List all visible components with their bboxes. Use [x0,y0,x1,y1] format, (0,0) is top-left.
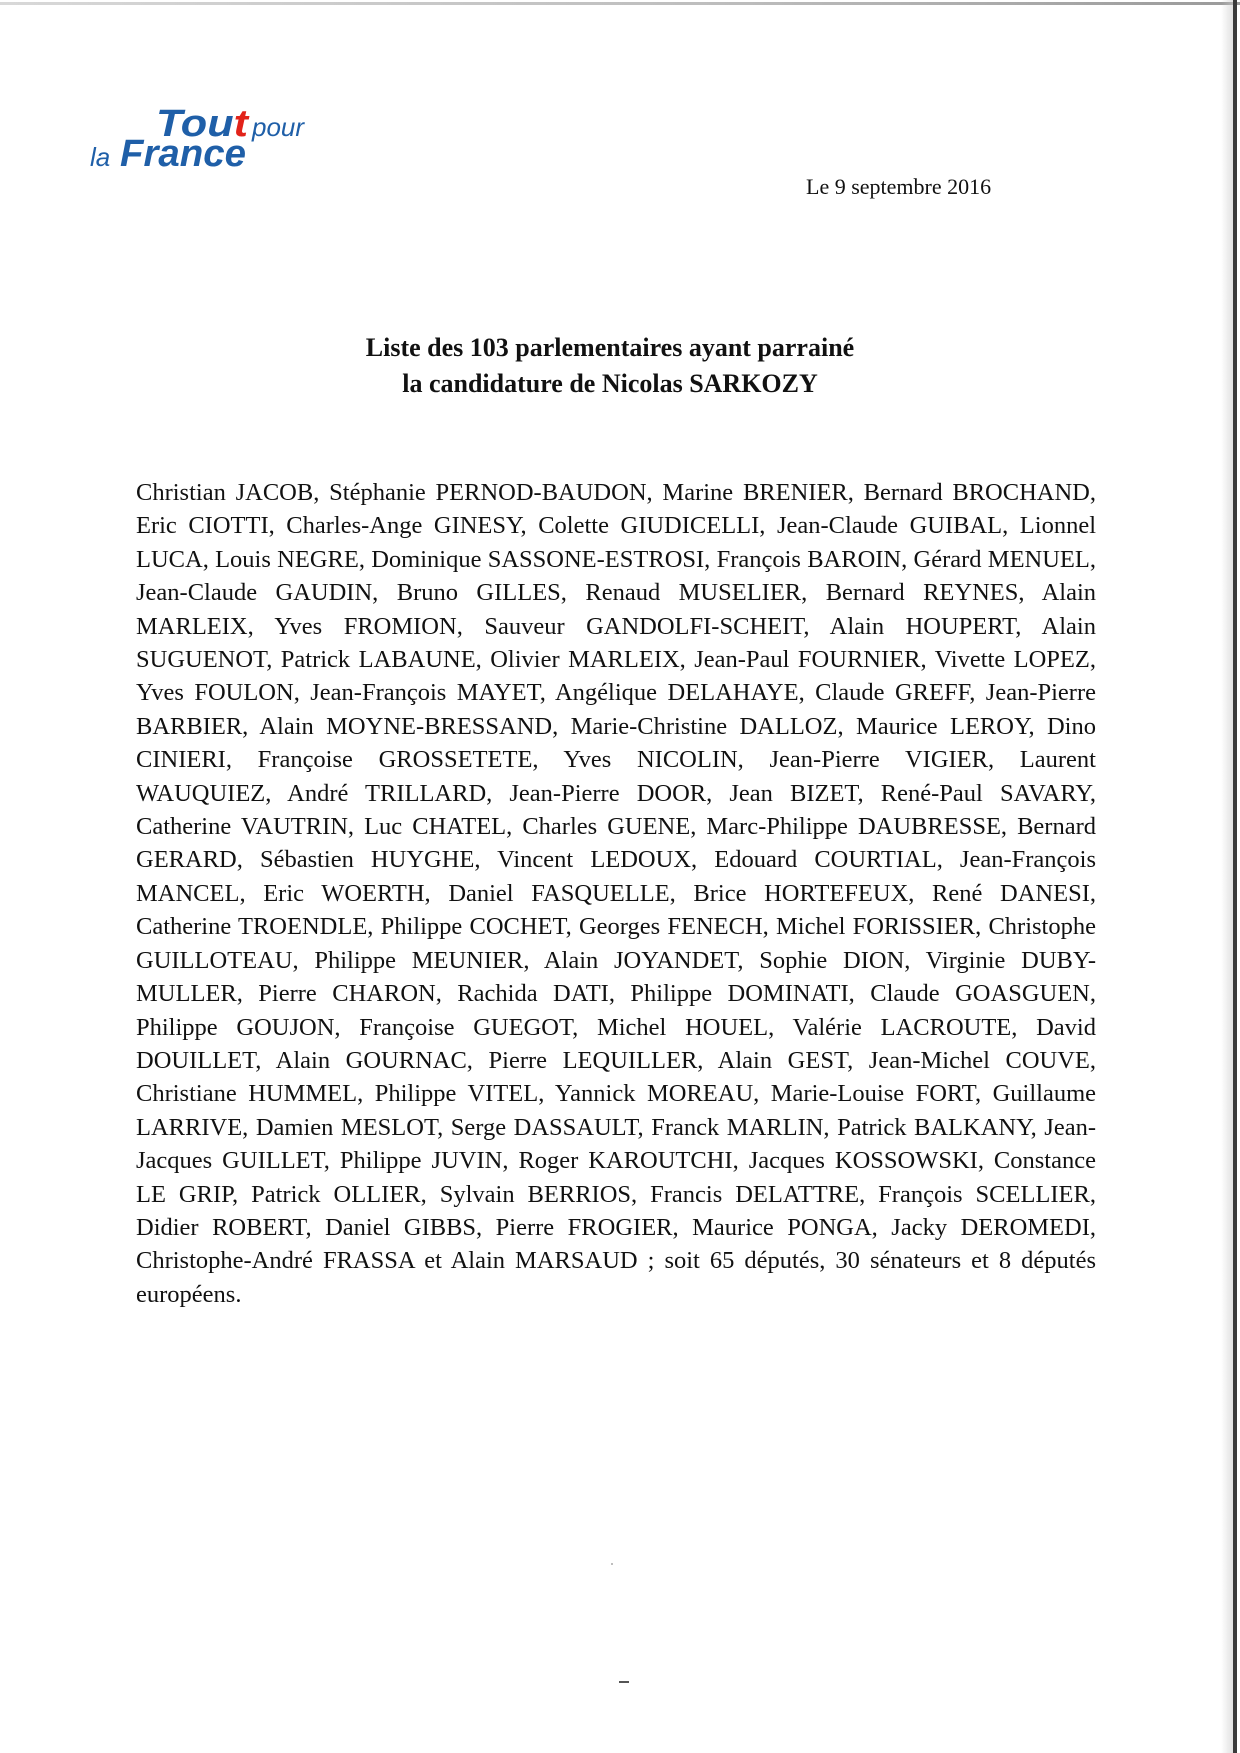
scan-top-edge [0,2,1240,5]
logo-france: France [120,133,246,175]
scan-right-shadow [1221,0,1233,1753]
title-line-1: Liste des 103 parlementaires ayant parrainé [365,333,855,362]
tout-pour-la-france-logo [90,96,350,192]
scan-right-edge [1233,0,1237,1753]
logo-tout: Tou t [156,103,247,145]
title-line-2: la candidature de Nicolas SARKOZY [402,369,818,398]
document-date: Le 9 septembre 2016 [806,174,992,199]
sponsor-list-paragraph: Christian JACOB, Stéphanie PERNOD-BAUDON, Marine BRENIER, Bernard BROCHAND, Eric CIOTTI, Charles-Ange GINESY, Colette GIUDICELLI, Jean-Claude GUIBAL, Lionnel LUCA, Louis NEGRE, Dominique SASSONE-ESTROSI, François BAROIN, Gérard MENUEL, Jean-Claude GAUDIN, Bruno GILLES, Renaud MUSELIER, Bernard REYNES, Alain MARLEIX, Yves FROMION, Sauveur GANDOLFI-SCHEIT, Alain HOUPERT, Alain SUGUENOT, Patrick LABAUNE, Olivier MARLEIX, Jean-Paul FOURNIER, Vivette LOPEZ, Yves FOULON, Jean-François MAYET, Angélique DELAHAYE, Claude GREFF, Jean-Pierre BARBIER, Alain MOYNE-BRESSAND, Marie-Christine DALLOZ, Maurice LEROY, Dino CINIERI, Françoise GROSSETETE, Yves NICOLIN, Jean-Pierre VIGIER, Laurent WAUQUIEZ, André TRILLARD, Jean-Pierre DOOR, Jean BIZET, René-Paul SAVARY, Catherine VAUTRIN, Luc CHATEL, Charles GUENE, Marc-Philippe DAUBRESSE, Bernard GERARD, Sébastien HUYGHE, Vincent LEDOUX, Edouard COURTIAL, Jean-François MANCEL, Eric WOERTH, Daniel FASQUELLE, Brice HORTEFEUX, René DANESI, Catherine TROENDLE, Philippe COCHET, Georges FENECH, Michel FORISSIER, Christophe GUILLOTEAU, Philippe MEUNIER, Alain JOYANDET, Sophie DION, Virginie DUBY-MULLER, Pierre CHARON, Rachida DATI, Philippe DOMINATI, Claude GOASGUEN, Philippe GOUJON, Françoise GUEGOT, Michel HOUEL, Valérie LACROUTE, David DOUILLET, Alain GOURNAC, Pierre LEQUILLER, Alain GEST, Jean-Michel COUVE, Christiane HUMMEL, Philippe VITEL, Yannick MOREAU, Marie-Louise FORT, Guillaume LARRIVE, Damien MESLOT, Serge DASSAULT, Franck MARLIN, Patrick BALKANY, Jean-Jacques GUILLET, Philippe JUVIN, Roger KAROUTCHI, Jacques KOSSOWSKI, Constance LE GRIP, Patrick OLLIER, Sylvain BERRIOS, Francis DELATTRE, François SCELLIER, Didier ROBERT, Daniel GIBBS, Pierre FROGIER, Maurice PONGA, Jacky DEROMEDI, Christophe-André FRASSA et Alain MARSAUD ; soit 65 députés, 30 sénateurs et 8 députés européens. [136,479,1096,1308]
logo-pour: pour [252,112,305,142]
scan-speck [611,1563,613,1565]
logo-la: la [90,142,111,172]
page-footer-dash [619,1681,629,1683]
document-title [240,330,980,402]
